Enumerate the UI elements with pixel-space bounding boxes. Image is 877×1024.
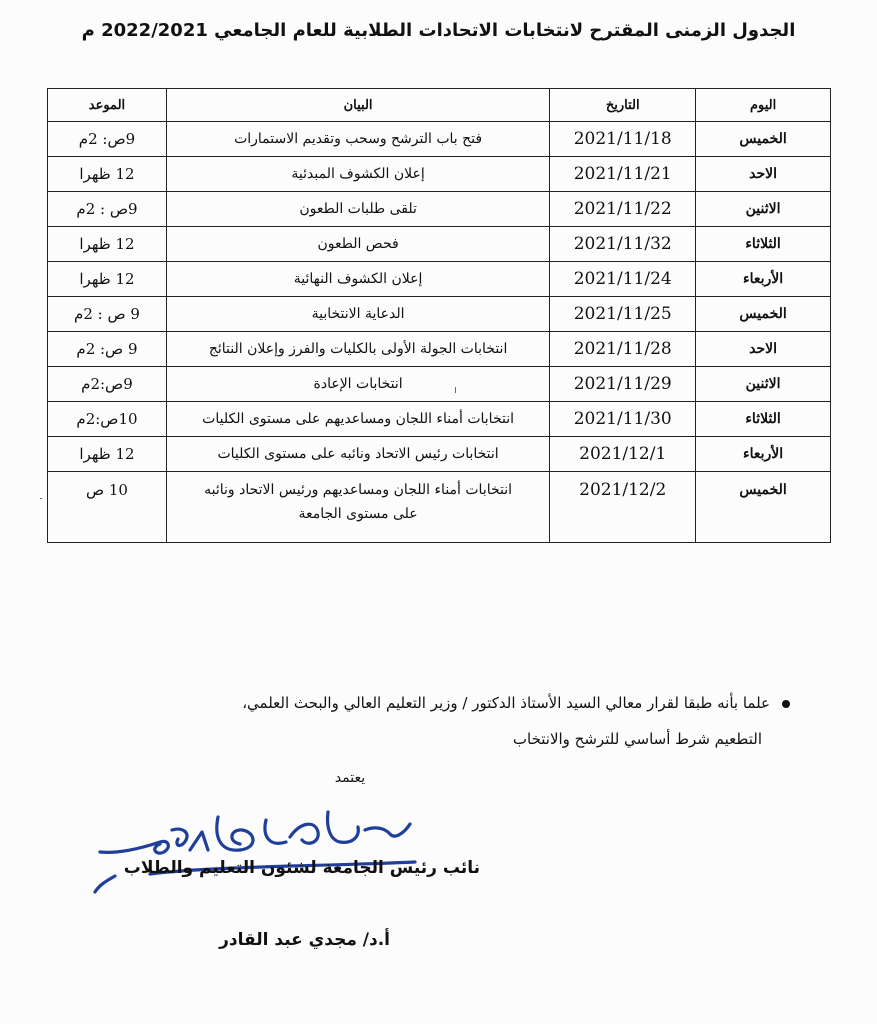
cell-time: 9ص:2م: [48, 367, 167, 402]
table-row: [48, 332, 831, 367]
cell-date: 2021/11/32: [550, 227, 696, 262]
cell-statement: انتخابات الجولة الأولى بالكليات والفرز وإعلان النتائج: [166, 332, 549, 367]
table-row: [48, 157, 831, 192]
table-header-row: [48, 89, 831, 122]
schedule-table: [47, 88, 831, 543]
stray-mark: [40, 498, 42, 499]
header-statement: البيان: [166, 89, 549, 122]
cell-day: الاثنين: [696, 192, 831, 227]
cell-statement: إعلان الكشوف النهائية: [166, 262, 549, 297]
table-row: [48, 192, 831, 227]
table-row: [48, 472, 831, 543]
cell-date: 2021/12/2: [550, 472, 696, 543]
cell-day: الخميس: [696, 122, 831, 157]
approval-label: يعتمد: [334, 770, 366, 786]
cell-day: الاثنين: [696, 367, 831, 402]
cell-statement-line1: انتخابات أمناء اللجان ومساعديهم ورئيس الاتحاد ونائبه: [204, 482, 513, 498]
cell-day: الاحد: [696, 157, 831, 192]
cell-day: الخميس: [696, 297, 831, 332]
cell-statement: الدعاية الانتخابية: [166, 297, 549, 332]
cell-time: 9ص: 2م: [48, 122, 167, 157]
cell-day: الاحد: [696, 332, 831, 367]
cell-time: 12 ظهرا: [48, 227, 167, 262]
cell-time: 12 ظهرا: [48, 262, 167, 297]
header-date: التاريخ: [550, 89, 696, 122]
table-row: [48, 262, 831, 297]
cell-date: 2021/11/21: [550, 157, 696, 192]
cell-statement: انتخابات أمناء اللجان ومساعديهم على مستوى الكليات: [166, 402, 549, 437]
cell-date: 2021/11/22: [550, 192, 696, 227]
cell-statement: انتخابات رئيس الاتحاد ونائبه على مستوى الكليات: [166, 437, 549, 472]
cell-date: 2021/12/1: [550, 437, 696, 472]
table-row: [48, 227, 831, 262]
header-time: الموعد: [48, 89, 167, 122]
cell-time: 10ص:2م: [48, 402, 167, 437]
cell-time: 9ص : 2م: [48, 192, 167, 227]
table-row: [48, 122, 831, 157]
cell-statement: [166, 472, 549, 543]
table-row: [48, 297, 831, 332]
cell-date: 2021/11/24: [550, 262, 696, 297]
cell-date: 2021/11/29: [550, 367, 696, 402]
cell-time: 9 ص : 2م: [48, 297, 167, 332]
cell-statement: فتح باب الترشح وسحب وتقديم الاستمارات: [166, 122, 549, 157]
table-row: [48, 437, 831, 472]
note-line-2: التطعيم شرط أساسي للترشح والانتخاب: [512, 730, 762, 748]
note-paragraph: [60, 685, 790, 757]
stray-mark: [455, 387, 456, 393]
signatory-name: أ.د/ مجدي عبد القادر: [219, 930, 390, 950]
cell-day: الثلاثاء: [696, 402, 831, 437]
cell-day: الأربعاء: [696, 262, 831, 297]
signatory-role: نائب رئيس الجامعة لشئون التعليم والطلاب: [123, 858, 480, 878]
cell-date: 2021/11/18: [550, 122, 696, 157]
cell-day: الثلاثاء: [696, 227, 831, 262]
page-title: الجدول الزمنى المقترح لانتخابات الاتحادات الطلابية للعام الجامعي 2022/2021 م: [81, 20, 796, 41]
cell-time: 12 ظهرا: [48, 157, 167, 192]
table-row: [48, 367, 831, 402]
cell-statement: إعلان الكشوف المبدئية: [166, 157, 549, 192]
cell-date: 2021/11/25: [550, 297, 696, 332]
cell-time: 12 ظهرا: [48, 437, 167, 472]
header-day: اليوم: [696, 89, 831, 122]
cell-date: 2021/11/30: [550, 402, 696, 437]
cell-time: 10 ص: [48, 472, 167, 543]
cell-statement: تلقى طلبات الطعون: [166, 192, 549, 227]
cell-statement-line2: على مستوى الجامعة: [298, 506, 418, 522]
bullet-icon: [782, 700, 790, 708]
table-row: [48, 402, 831, 437]
cell-time: 9 ص: 2م: [48, 332, 167, 367]
cell-date: 2021/11/28: [550, 332, 696, 367]
cell-day: الخميس: [696, 472, 831, 543]
cell-statement: انتخابات الإعادة: [166, 367, 549, 402]
note-line-1: علما بأنه طبقا لقرار معالي السيد الأستاذ الدكتور / وزير التعليم العالي والبحث العلمي،: [242, 694, 770, 712]
cell-day: الأربعاء: [696, 437, 831, 472]
cell-statement: فحص الطعون: [166, 227, 549, 262]
handwritten-signature: [90, 792, 430, 902]
